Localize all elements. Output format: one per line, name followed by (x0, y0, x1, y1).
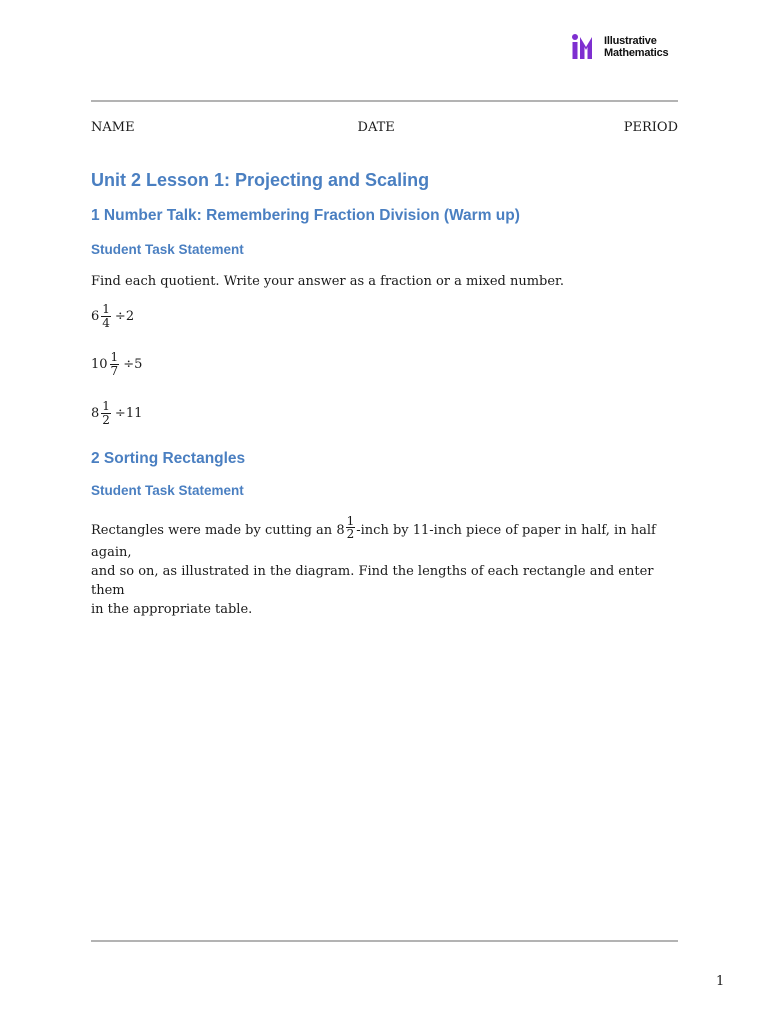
problem-3 (91, 400, 142, 427)
section2-frac-numerator: 1 (346, 514, 355, 528)
student-info-bar (91, 120, 678, 135)
problem-2-divisor: 5 (134, 357, 143, 372)
section2-frac-denominator: 2 (346, 527, 355, 541)
section1-subheading: Student Task Statement (91, 242, 244, 257)
date-label: DATE (357, 120, 395, 135)
problem-1-divisor: 2 (125, 309, 135, 324)
problem-1-denominator: 4 (102, 316, 110, 330)
problem-2-numerator: 1 (110, 350, 119, 364)
section2-subheading: Student Task Statement (91, 483, 244, 498)
section2-line3: in the appropriate table. (91, 602, 253, 617)
section2-line1 (91, 514, 681, 562)
header-divider (91, 100, 678, 102)
section1-instruction: Find each quotient. Write your answer as a fraction or a mixed number. (91, 274, 564, 289)
im-logo-icon (570, 33, 600, 61)
logo-line1: Illustrative (604, 35, 657, 47)
problem-3-fraction (101, 400, 111, 427)
problem-2-denominator: 7 (110, 364, 119, 378)
problem-1 (91, 303, 134, 330)
section2-text-after: -inch by 11-inch piece of paper in half, in half again, (91, 523, 656, 560)
name-label: NAME (91, 120, 135, 135)
logo-text (604, 35, 668, 59)
section2-line2: and so on, as illustrated in the diagram. Find the lengths of each rectangle and enter them (91, 564, 654, 598)
problem-2-operator: ÷ (123, 357, 135, 372)
im-logo (570, 33, 668, 61)
section1-heading: 1 Number Talk: Remembering Fraction Division (Warm up) (91, 207, 520, 224)
problem-2 (91, 351, 142, 378)
page-number: 1 (716, 974, 725, 989)
section2-paragraph (91, 514, 681, 619)
problem-3-denominator: 2 (102, 413, 110, 427)
footer-divider (91, 940, 678, 942)
logo-line2: Mathematics (604, 47, 669, 59)
problem-1-whole: 6 (91, 309, 100, 324)
period-label: PERIOD (623, 120, 678, 135)
section2-frac-whole: 8 (336, 523, 345, 538)
problem-1-fraction (101, 303, 111, 330)
problem-3-operator: ÷ (114, 406, 126, 421)
problem-3-numerator: 1 (102, 399, 110, 413)
problem-1-numerator: 1 (102, 302, 110, 316)
section2-heading: 2 Sorting Rectangles (91, 450, 246, 467)
problem-3-divisor: 11 (125, 406, 143, 421)
problem-1-operator: ÷ (114, 309, 126, 324)
problem-2-whole: 10 (91, 357, 108, 372)
section2-text-before: Rectangles were made by cutting an (91, 523, 337, 538)
problem-3-whole: 8 (91, 406, 100, 421)
lesson-title: Unit 2 Lesson 1: Projecting and Scaling (91, 170, 430, 190)
problem-2-fraction (110, 351, 120, 378)
section2-fraction (346, 515, 356, 540)
